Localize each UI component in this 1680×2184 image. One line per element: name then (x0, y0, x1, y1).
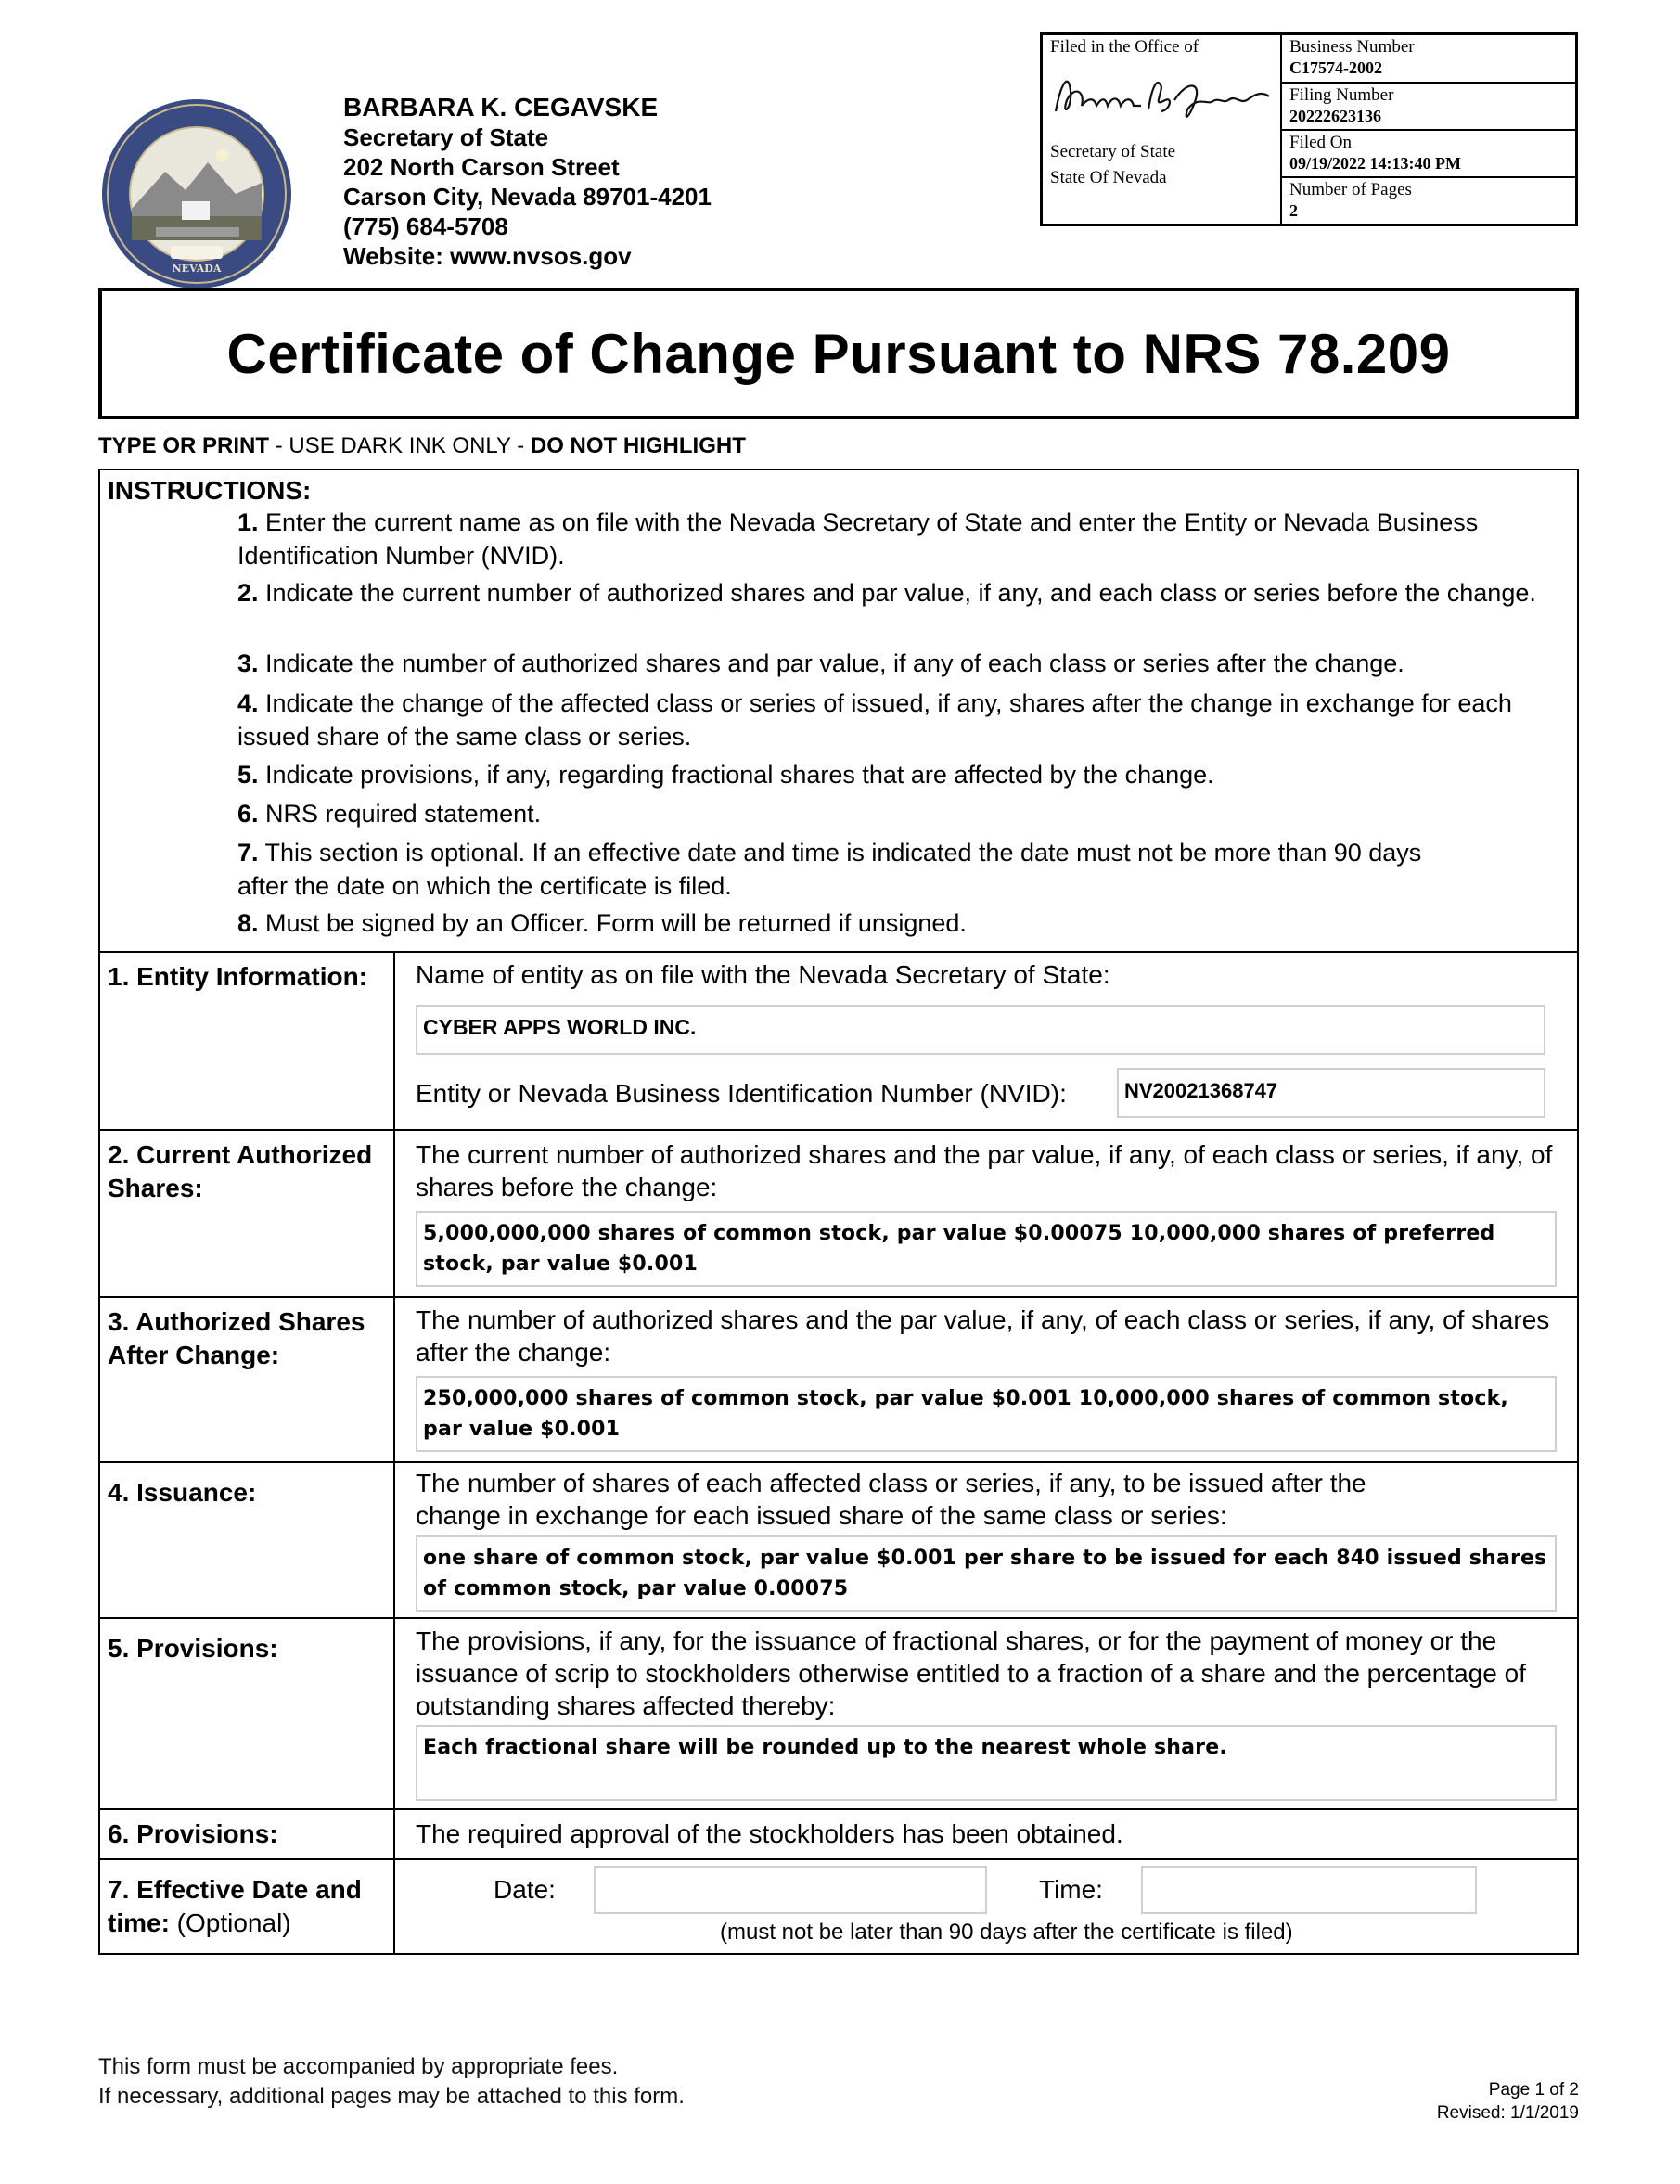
filing-number-label: Filing Number (1289, 85, 1394, 105)
filing-number-value: 20222623136 (1289, 107, 1381, 125)
type-notice-part1: TYPE OR PRINT (98, 433, 270, 458)
required-approval-label: 6. Provisions: (100, 1810, 395, 1858)
instruction-item: 7. This section is optional. If an effective date and time is indicated the date must not be more than 90 days after the date on which the certificate is filed. (237, 839, 1422, 900)
provisions-fractional-label: 5. Provisions: (100, 1619, 395, 1808)
instruction-item: 6. NRS required statement. (237, 800, 542, 828)
current-shares-description: The current number of authorized shares and the par value, if any, of each class or series, if any, of shares before the change: (416, 1140, 1553, 1201)
office-phone: (775) 684-5708 (343, 212, 508, 240)
form-title: Certificate of Change Pursuant to NRS 78.209 (226, 322, 1451, 385)
instruction-item: 2. Indicate the current number of authorized shares and par value, if any, and each class or series before the change. (237, 579, 1536, 607)
filed-on-value: 09/19/2022 14:13:40 PM (1289, 154, 1461, 173)
current-shares-field[interactable]: 5,000,000,000 shares of common stock, par value $0.00075 10,000,000 shares of preferred stock, par value $0.001 (416, 1211, 1557, 1287)
business-number-value: C17574-2002 (1289, 58, 1382, 77)
pages-label: Number of Pages (1289, 180, 1412, 199)
office-address-block (343, 93, 712, 271)
pages-cell (1282, 178, 1575, 224)
entity-name-prompt: Name of entity as on file with the Nevada Secretary of State: (416, 960, 1110, 989)
office-website: Website: www.nvsos.gov (343, 242, 632, 270)
filed-on-cell (1282, 131, 1575, 178)
effective-time-field[interactable] (1141, 1866, 1477, 1914)
filed-in-office (1043, 35, 1282, 224)
secretary-label: Secretary of State (1050, 142, 1176, 161)
current-authorized-shares-label: 2. Current Authorized Shares: (100, 1131, 395, 1296)
effective-date-row (100, 1858, 1577, 1953)
pages-value: 2 (1289, 201, 1298, 220)
footer-pages-note: If necessary, additional pages may be attached to this form. (98, 2084, 685, 2109)
authorized-shares-after-change-label: 3. Authorized Shares After Change: (100, 1298, 395, 1461)
filing-stamp-box (1040, 32, 1578, 226)
after-shares-description: The number of authorized shares and the par value, if any, of each class or series, if any, of shares after the change: (416, 1305, 1550, 1367)
time-label: Time: (1039, 1875, 1103, 1904)
required-approval-statement: The required approval of the stockholders has been obtained. (416, 1819, 1123, 1848)
revision-date: Revised: 1/1/2019 (1436, 2103, 1579, 2123)
secretary-name: BARBARA K. CEGAVSKE (343, 93, 659, 122)
after-shares-field[interactable]: 250,000,000 shares of common stock, par value $0.001 10,000,000 shares of common stock, par value $0.001 (416, 1376, 1557, 1452)
page-number: Page 1 of 2 (1488, 2080, 1579, 2100)
instruction-item: 1. Enter the current name as on file with the Nevada Secretary of State and enter the Entity or Nevada Business Identification Number (NVID). (237, 508, 1479, 570)
effective-date-label: 7. Effective Date and time: (Optional) (100, 1860, 395, 1953)
authorized-shares-after-change-row (100, 1296, 1577, 1461)
instruction-item: 5. Indicate provisions, if any, regarding fractional shares that are affected by the change. (237, 761, 1214, 789)
entity-information-row (100, 953, 1577, 1129)
footer-notes (98, 2052, 685, 2112)
secretary-signature (1048, 63, 1275, 130)
certificate-form-table (98, 951, 1579, 1955)
office-street: 202 North Carson Street (343, 153, 620, 181)
filed-in-label: Filed in the Office of (1050, 37, 1199, 57)
form-title-box (98, 288, 1579, 419)
footer-fees-note: This form must be accompanied by appropriate fees. (98, 2054, 619, 2079)
required-approval-row (100, 1808, 1577, 1858)
entity-name-field[interactable]: CYBER APPS WORLD INC. (416, 1005, 1545, 1055)
provisions-fractional-row (100, 1617, 1577, 1808)
instruction-item: 8. Must be signed by an Officer. Form will be returned if unsigned. (237, 909, 967, 937)
entity-information-label: 1. Entity Information: (100, 953, 395, 1129)
type-notice-part2: - USE DARK INK ONLY - (269, 433, 531, 458)
issuance-description: The number of shares of each affected class or series, if any, to be issued after the change in exchange for each issued share of the same class or series: (416, 1469, 1366, 1530)
provisions-fractional-field[interactable]: Each fractional share will be rounded up to the nearest whole share. (416, 1725, 1557, 1801)
nvid-field[interactable]: NV20021368747 (1117, 1068, 1545, 1118)
issuance-label: 4. Issuance: (100, 1463, 395, 1617)
filing-number-cell (1282, 84, 1575, 131)
provisions-fractional-description: The provisions, if any, for the issuance of fractional shares, or for the payment of money or the issuance of scrip to stockholders otherwise entitled to a fraction of a share and the percentage of outstanding shares affected thereby: (416, 1626, 1526, 1720)
instructions-heading: INSTRUCTIONS: (108, 476, 312, 505)
current-authorized-shares-row (100, 1129, 1577, 1296)
instruction-item: 3. Indicate the number of authorized shares and par value, if any of each class or series after the change. (237, 649, 1404, 677)
instruction-item: 4. Indicate the change of the affected class or series of issued, if any, shares after the change in exchange for each issued share of the same class or series. (237, 689, 1512, 751)
nevada-state-seal-icon (100, 97, 293, 290)
filed-on-label: Filed On (1289, 133, 1353, 152)
business-number-label: Business Number (1289, 37, 1415, 57)
secretary-title: Secretary of State (343, 123, 549, 151)
type-notice-part3: DO NOT HIGHLIGHT (530, 433, 746, 458)
page-info (1373, 2078, 1579, 2125)
state-label: State Of Nevada (1050, 168, 1167, 187)
issuance-row (100, 1461, 1577, 1617)
date-label: Date: (494, 1875, 556, 1904)
instructions-section (98, 469, 1579, 951)
office-city: Carson City, Nevada 89701-4201 (343, 183, 712, 211)
effective-date-field[interactable] (594, 1866, 987, 1914)
business-number-cell (1282, 35, 1575, 84)
issuance-field[interactable]: one share of common stock, par value $0.001 per share to be issued for each 840 issued shares of common stock, par value 0.00075 (416, 1535, 1557, 1612)
nvid-prompt: Entity or Nevada Business Identification Number (NVID): (416, 1079, 1067, 1108)
effective-date-note: (must not be later than 90 days after the certificate is filed) (720, 1920, 1293, 1945)
type-or-print-notice (98, 433, 746, 459)
filing-details (1282, 35, 1575, 224)
svg-text:NEVADA: NEVADA (172, 263, 222, 275)
